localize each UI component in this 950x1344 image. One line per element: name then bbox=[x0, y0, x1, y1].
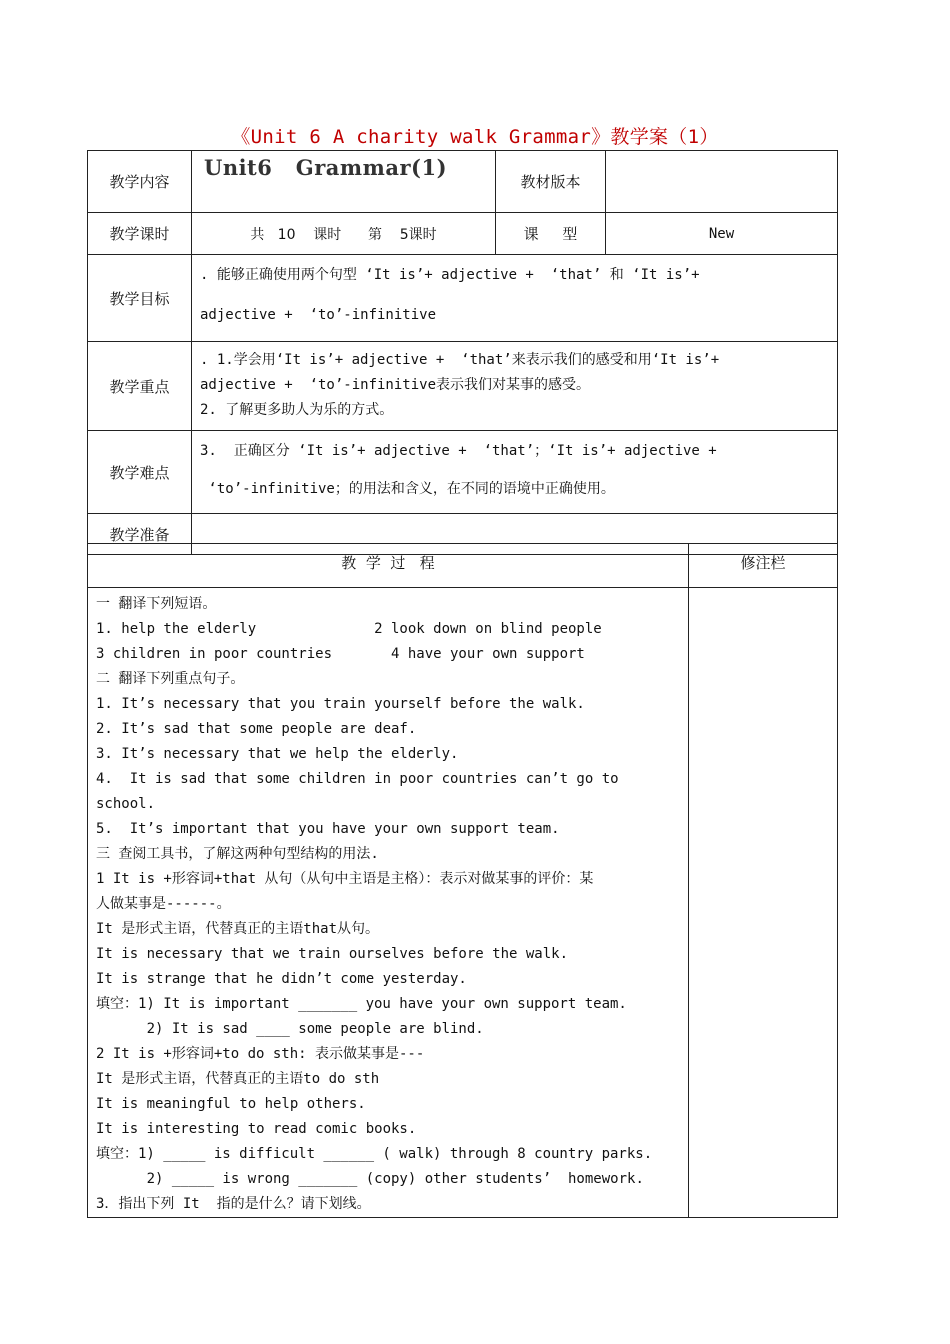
lesson-info-table bbox=[87, 150, 838, 555]
prep-label: 教学准备 bbox=[88, 514, 192, 555]
content-label: 教学内容 bbox=[88, 151, 192, 213]
key-text bbox=[192, 342, 838, 431]
difficulty-line: ‘to’-infinitive；的用法和含义，在不同的语境中正确使用。 bbox=[200, 481, 615, 497]
process-line: 二 翻译下列重点句子。 bbox=[96, 671, 245, 687]
process-line: school. bbox=[96, 796, 156, 812]
difficulty-label: 教学难点 bbox=[88, 431, 192, 514]
process-line: 填空：1) _____ is difficult ______ ( walk) through 8 country parks. bbox=[96, 1146, 653, 1162]
process-line: 1. help the elderly 2 look down on blind people bbox=[96, 621, 602, 637]
process-table bbox=[87, 543, 838, 1218]
process-line: 4. It is sad that some children in poor countries can’t go to bbox=[96, 771, 619, 787]
process-line: It is strange that he didn’t come yesterday. bbox=[96, 971, 467, 987]
process-line: 1 It is +形容词+that 从句（从句中主语是主格）：表示对做某事的评价：某 bbox=[96, 871, 594, 887]
process-line: 填空：1) It is important _______ you have your own support team. bbox=[96, 996, 627, 1012]
key-line: 2. 了解更多助人为乐的方式。 bbox=[200, 402, 394, 418]
process-line: 3. It’s necessary that we help the elderly. bbox=[96, 746, 459, 762]
goal-label: 教学目标 bbox=[88, 255, 192, 342]
type-label: 课 型 bbox=[496, 213, 606, 255]
notes-column bbox=[689, 588, 838, 1218]
key-line: . 1.学会用‘It is’+ adjective + ‘that’来表示我们的感受和用‘It is’+ bbox=[200, 352, 720, 368]
notes-header: 修注栏 bbox=[689, 544, 838, 588]
process-header: 教 学 过 程 bbox=[88, 544, 689, 588]
process-line: 2) _____ is wrong _______ (copy) other students’ homework. bbox=[96, 1171, 644, 1187]
process-line: 2 It is +形容词+to do sth: 表示做某事是--- bbox=[96, 1046, 425, 1062]
process-line: 5. It’s important that you have your own support team. bbox=[96, 821, 560, 837]
key-label: 教学重点 bbox=[88, 342, 192, 431]
process-line: It is meaningful to help others. bbox=[96, 1096, 366, 1112]
process-content bbox=[88, 588, 689, 1218]
goal-line: adjective + ‘to’-infinitive bbox=[200, 307, 437, 323]
key-line: adjective + ‘to’-infinitive表示我们对某事的感受。 bbox=[200, 377, 591, 393]
hours-value: 共 10 课时 第 5课时 bbox=[192, 213, 496, 255]
process-line: 人做某事是------。 bbox=[96, 896, 231, 912]
goal-line: . 能够正确使用两个句型 ‘It is’+ adjective + ‘that’ 和 ‘It is’+ bbox=[200, 267, 700, 283]
process-line: It 是形式主语，代替真正的主语to do sth bbox=[96, 1071, 380, 1087]
difficulty-text bbox=[192, 431, 838, 514]
hours-label: 教学课时 bbox=[88, 213, 192, 255]
content-value: Unit6 Grammar(1) bbox=[192, 151, 496, 213]
process-line: 一 翻译下列短语。 bbox=[96, 596, 217, 612]
document-title: 《Unit 6 A charity walk Grammar》教学案（1） bbox=[231, 126, 719, 148]
process-line: It is interesting to read comic books. bbox=[96, 1121, 417, 1137]
difficulty-line: 3. 正确区分 ‘It is’+ adjective + ‘that’；‘It is’+ adjective + bbox=[200, 443, 717, 459]
process-line: 2) It is sad ____ some people are blind. bbox=[96, 1021, 484, 1037]
process-line: It 是形式主语，代替真正的主语that从句。 bbox=[96, 921, 379, 937]
edition-value bbox=[606, 151, 838, 213]
type-value: New bbox=[606, 213, 838, 255]
process-line: 3．指出下列 It 指的是什么？请下划线。 bbox=[96, 1196, 371, 1212]
process-line: 2. It’s sad that some people are deaf. bbox=[96, 721, 417, 737]
edition-label: 教材版本 bbox=[496, 151, 606, 213]
process-line: 三 查阅工具书，了解这两种句型结构的用法. bbox=[96, 846, 379, 862]
goal-text bbox=[192, 255, 838, 342]
process-line: It is necessary that we train ourselves before the walk. bbox=[96, 946, 569, 962]
process-line: 3 children in poor countries 4 have your own support bbox=[96, 646, 585, 662]
process-line: 1. It’s necessary that you train yourself before the walk. bbox=[96, 696, 585, 712]
